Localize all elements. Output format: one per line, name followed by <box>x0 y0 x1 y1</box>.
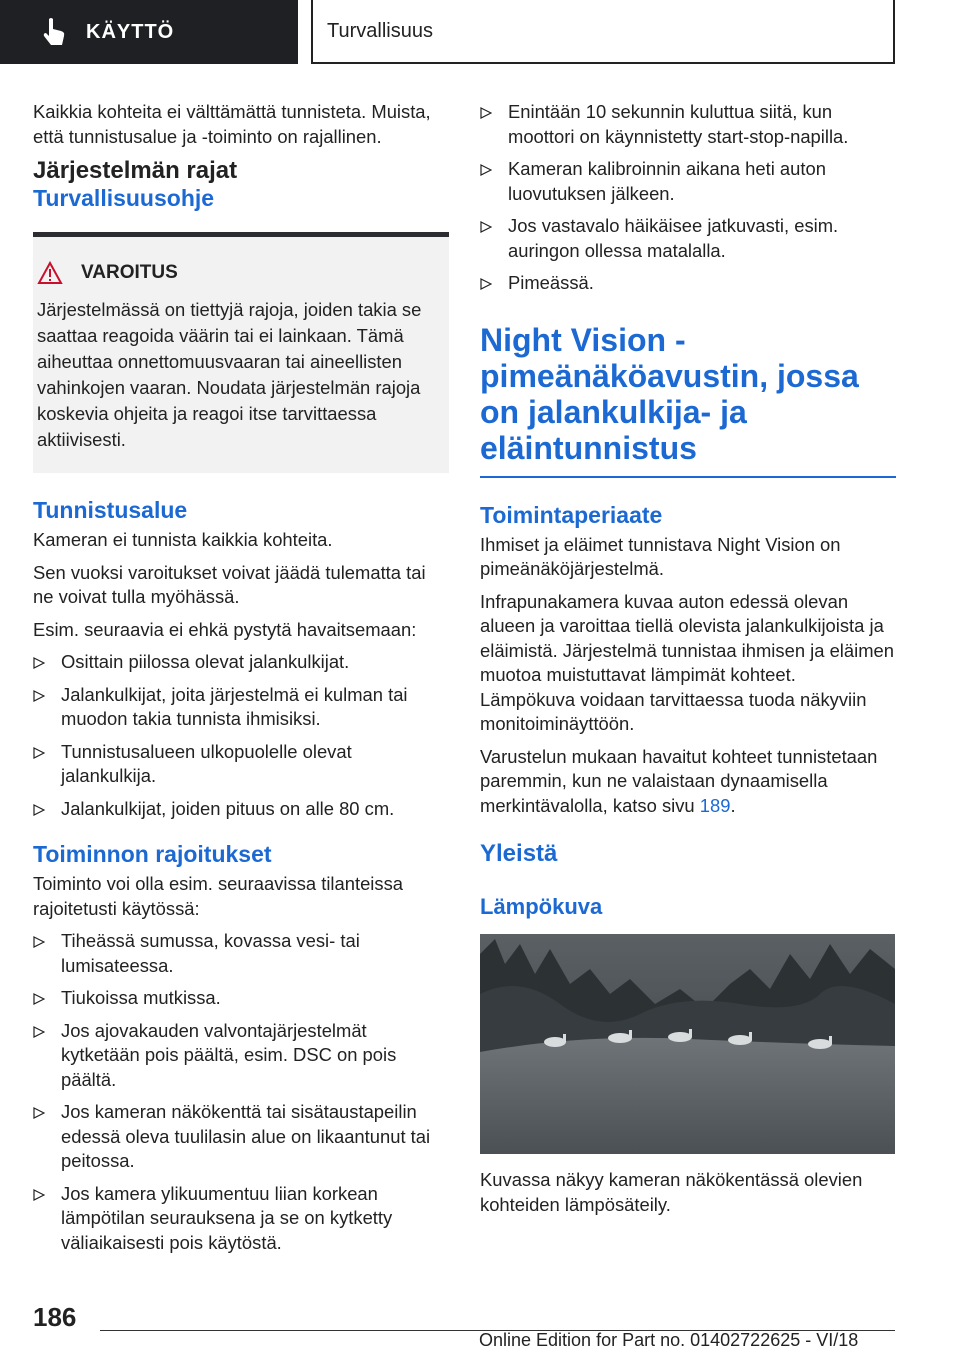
bullet-triangle-icon <box>33 1107 45 1119</box>
warning-text: Järjestelmässä on tiettyjä rajoja, joiden takia se saattaa reagoida väärin tai ei lainkaan. Tämä aiheuttaa onnettomuusvaaran tai aineellisten vahinkojen vaaran. Noudata järjestelmän rajoja koskevia ohjeita ja reagoi itse tarvittaessa aktiivisesti. <box>37 299 422 450</box>
detection-paragraph-1: Kameran ei tunnista kaikkia kohteita. <box>33 529 333 550</box>
intro-paragraph: Kaikkia kohteita ei välttämättä tunnisteta. Muista, että tunnistusalue ja -toiminto on rajallinen. <box>33 101 431 147</box>
warning-title-text: VAROITUS <box>81 262 178 283</box>
principle-paragraph-3: Varustelun mukaan havaitut kohteet tunnistetaan paremmin, kun ne valaistaan dynaamisella merkintävalolla, katso sivu 189. <box>480 745 878 816</box>
list-item: Jos vastavalo häikäisee jatkuvasti, esim. auringon ollessa matalalla. <box>480 214 896 263</box>
heading-function-restrictions: Toiminnon rajoitukset <box>33 841 272 867</box>
list-item: Enintään 10 sekunnin kuluttua siitä, kun moottori on käynnistetty start-stop-napilla. <box>480 100 896 149</box>
left-column <box>33 100 449 1265</box>
bullet-triangle-icon <box>33 804 45 816</box>
heading-system-limits: Järjestelmän rajat <box>33 157 238 184</box>
list-item: Jos ajovakauden valvontajärjestelmät kytketään pois päältä, esim. DSC on pois päältä. <box>33 1019 449 1093</box>
restrictions-paragraph: Toiminto voi olla esim. seuraavissa tilanteissa rajoitetusti käytössä: <box>33 873 404 919</box>
list-item: Tiheässä sumussa, kovassa vesi- tai lumisateessa. <box>33 929 449 978</box>
list-item: Osittain piilossa olevat jalankulkijat. <box>33 650 449 675</box>
heading-general: Yleistä <box>480 840 558 867</box>
page-reference-link[interactable]: 189 <box>699 794 731 816</box>
list-item: Tunnistusalueen ulkopuolelle olevat jalankulkija. <box>33 740 449 789</box>
title-rule <box>480 476 896 478</box>
heading-detection-area: Tunnistusalue <box>33 497 188 523</box>
bullet-triangle-icon <box>480 278 492 290</box>
section-tab <box>0 0 298 64</box>
list-item: Pimeässä. <box>480 271 896 296</box>
thermal-caption: Kuvassa näkyy kameran näkökentässä olevien kohteiden lämpösäteily. <box>480 1169 863 1215</box>
right-column <box>480 100 896 1225</box>
restrictions-list-continued <box>480 100 896 296</box>
footer-edition: Online Edition for Part no. 01402722625 - VI/18 <box>479 1330 859 1350</box>
list-item: Jalankulkijat, joiden pituus on alle 80 cm. <box>33 797 449 822</box>
warning-triangle-icon <box>37 261 63 285</box>
detection-paragraph-2: Sen vuoksi varoitukset voivat jäädä tulematta tai ne voivat tulla myöhässä. <box>33 561 426 607</box>
detection-list <box>33 650 449 821</box>
heading-safety-note: Turvallisuusohje <box>33 185 215 211</box>
warning-title <box>37 261 433 285</box>
list-item: Tiukoissa mutkissa. <box>33 986 449 1011</box>
chapter-label: Turvallisuus <box>327 19 433 42</box>
principle-paragraph-1: Ihmiset ja eläimet tunnistava Night Vision on pimeänäköjärjestelmä. <box>480 533 841 579</box>
list-item: Jalankulkijat, joita järjestelmä ei kulman tai muodon takia tunnista ihmisiksi. <box>33 683 449 732</box>
chapter-tab <box>311 0 895 64</box>
warning-box <box>33 237 449 473</box>
heading-principle: Toimintaperiaate <box>480 501 663 528</box>
bullet-triangle-icon <box>480 107 492 119</box>
thermal-image <box>480 934 895 1154</box>
restrictions-list <box>33 929 449 1255</box>
principle-paragraph-2: Infrapunakamera kuvaa auton edessä olevan alueen ja varoittaa tiellä olevista jalankulkijoista ja eläimistä. Järjestelmä tunnistaa ihmisen ja eläimen muotoa muistuttavat lämpimät kohteet. Lämpökuva voidaan tarvittaessa tuoda näkyviin monitoiminäyttöön. <box>480 590 894 734</box>
bullet-triangle-icon <box>33 993 45 1005</box>
bullet-triangle-icon <box>33 690 45 702</box>
list-item: Jos kamera ylikuumentuu liian korkean lämpötilan seurauksena ja se on kytketty väliaikaisesti pois käytöstä. <box>33 1182 449 1256</box>
bullet-triangle-icon <box>480 221 492 233</box>
bullet-triangle-icon <box>33 936 45 948</box>
heading-thermal-image: Lämpökuva <box>480 894 603 919</box>
hand-pointer-icon <box>40 17 68 47</box>
bullet-triangle-icon <box>480 164 492 176</box>
section-label: KÄYTTÖ <box>86 20 175 43</box>
chapter-title: Night Vision -pimeänäköavustin, jossa on jalankulkija- ja eläintunnistus <box>480 321 859 466</box>
list-item: Kameran kalibroinnin aikana heti auton luovutuksen jälkeen. <box>480 157 896 206</box>
bullet-triangle-icon <box>33 657 45 669</box>
page-number: 186 <box>33 1302 77 1332</box>
bullet-triangle-icon <box>33 1189 45 1201</box>
bullet-triangle-icon <box>33 1026 45 1038</box>
bullet-triangle-icon <box>33 747 45 759</box>
list-item: Jos kameran näkökenttä tai sisätaustapeilin edessä oleva tuulilasin alue on likaantunut tai peitossa. <box>33 1100 449 1174</box>
detection-paragraph-3: Esim. seuraavia ei ehkä pystytä havaitsemaan: <box>33 618 417 640</box>
